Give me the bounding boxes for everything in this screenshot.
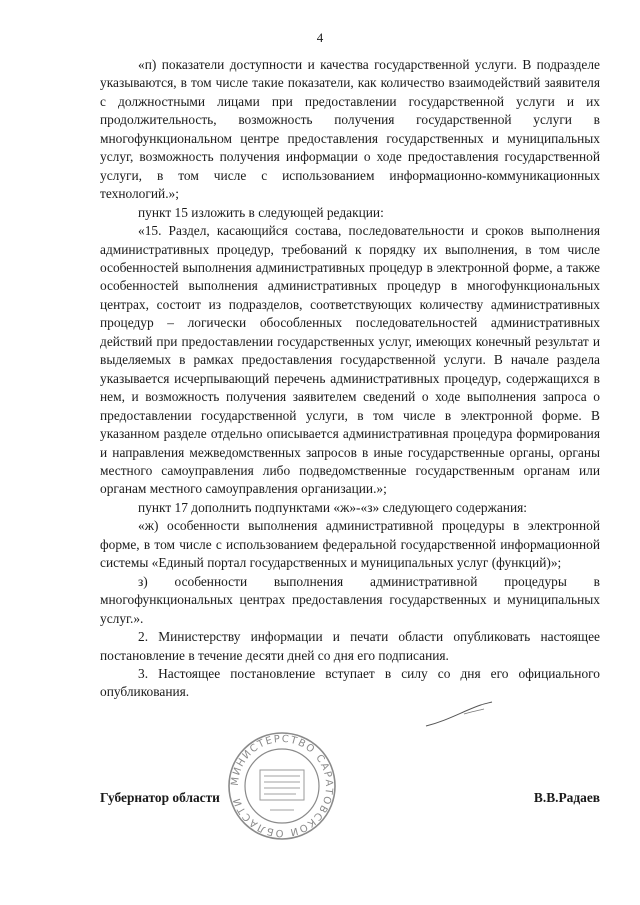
paragraph-point-17-intro: пункт 17 дополнить подпунктами «ж»-«з» следующего содержания:: [138, 499, 528, 515]
signature-block: [100, 790, 600, 812]
paragraph-subpoint-z: з) особенности выполнения административной процедуры в многофункциональных центрах предоставления государственных и муниципальных услуг.».: [100, 573, 600, 626]
official-seal-stamp: [226, 730, 338, 842]
paragraph-item-3: 3. Настоящее постановление вступает в силу со дня его официального опубликования.: [100, 665, 600, 700]
page-number: 4: [316, 30, 324, 45]
paragraph-item-p: «п) показатели доступности и качества государственной услуги. В подразделе указываются, в том числе такие показатели, как количество взаимодействий заявителя с должностными лицами при предоставлении государственной услуги и их продолжительность, возможность получения государственной услуги в многофункциональном центре предоставления государственных и муниципальных услуг, возможность получения информации о ходе предоставления государственной услуги, в том числе с использованием информационно-коммуникационных технологий.»;: [100, 57, 600, 202]
document-body: [100, 56, 600, 702]
paragraph-point-15-intro: пункт 15 изложить в следующей редакции:: [138, 204, 384, 220]
paragraph-point-15: «15. Раздел, касающийся состава, последовательности и сроков выполнения административных процедур, требований к порядку их выполнения, в том числе особенностей выполнения административных процедур в электронной форме, а также особенностей выполнения административных процедур в многофункциональных центрах, состоит из подразделов, соответствующих количеству административных процедур – логически обособленных последовательностей административных действий при предоставлении государственных услуг, имеющих конечный результат и выделяемых в рамках предоставления государственной услуги. В начале раздела указывается исчерпывающий перечень административных процедур, содержащихся в нем, и возможность получения заявителем сведений о ходе выполнения запроса о предоставлении государственной услуги, в том числе в электронной форме. В указанном разделе отдельно описывается административная процедура формирования и направления межведомственных запросов в иные государственные органы, органы местного самоуправления либо подведомственные государственным органам или органам местного самоуправления организации.»;: [100, 223, 600, 497]
paragraph-item-2: 2. Министерству информации и печати области опубликовать настоящее постановление в течение десяти дней со дня его подписания.: [100, 629, 600, 663]
signatory-name: В.В.Радаев: [533, 790, 600, 805]
signatory-title: Губернатор области: [100, 790, 220, 805]
signature-mark: [424, 700, 494, 730]
stamp-ring-text: МИНИСТЕРСТВО САРАТОВСКОЙ ОБЛАСТИ: [229, 733, 335, 839]
paragraph-subpoint-zh: «ж) особенности выполнения административной процедуры в электронной форме, в том числе с использованием федеральной государственной информационной системы «Единый портал государственных и муниципальных услуг (функций)»;: [100, 518, 600, 571]
